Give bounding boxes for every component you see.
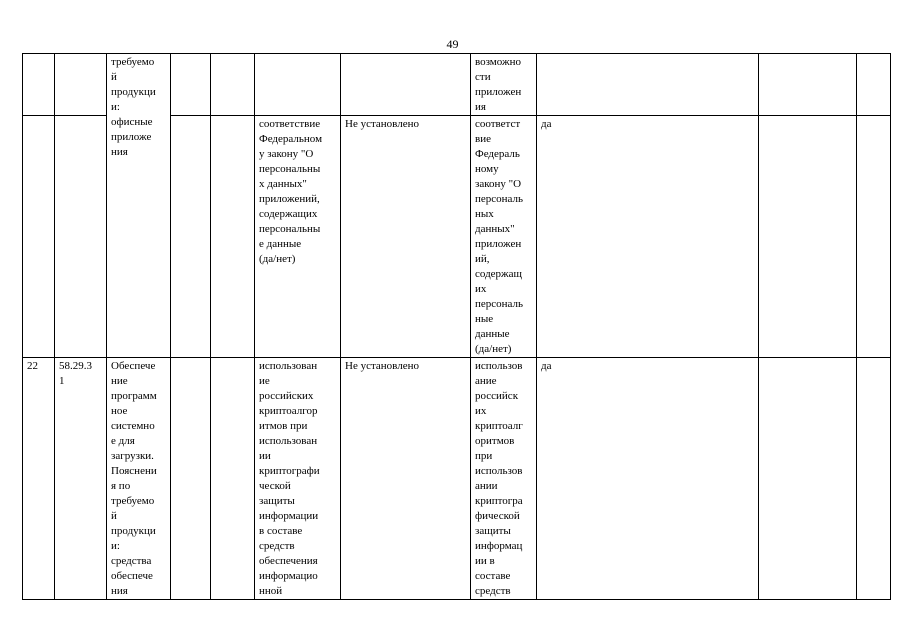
characteristic-cell: соответствие Федеральном у закону "О персональны х данных" приложений, содержащих персональны е данные (да/нет) (255, 116, 341, 358)
empty-cell (23, 116, 55, 358)
empty-cell (857, 116, 891, 358)
product-name-cell: Обеспече ние программ ное системно е для загрузки. Пояснени я по требуемо й продукци и: средства обеспече ния (107, 358, 171, 600)
page-number: 49 (446, 37, 459, 51)
empty-cell (171, 358, 211, 600)
empty-cell (759, 54, 857, 116)
empty-cell (171, 116, 211, 358)
table-row (23, 54, 891, 116)
reference-value-cell (537, 54, 759, 116)
empty-cell (211, 54, 255, 116)
empty-cell (171, 54, 211, 116)
condition-cell (341, 54, 471, 116)
condition-cell: Не установлено (341, 358, 471, 600)
empty-cell (759, 358, 857, 600)
characteristic-value-cell: соответст вие Федераль ному закону "О персональ ных данных" приложен ий, содержащ их персональ ные данные (да/нет) (471, 116, 537, 358)
empty-cell (211, 358, 255, 600)
condition-cell: Не установлено (341, 116, 471, 358)
characteristic-value-cell: возможно сти приложен ия (471, 54, 537, 116)
okpd-code-cell (55, 54, 107, 116)
reference-value-cell: да (537, 358, 759, 600)
okpd-code-cell: 58.29.3 1 (55, 358, 107, 600)
empty-cell (211, 116, 255, 358)
row-number-cell (23, 54, 55, 116)
empty-cell (857, 54, 891, 116)
characteristic-value-cell: использов ание российск их криптоалг оритмов при использов ании криптогра фической защиты информац ии в составе средств (471, 358, 537, 600)
characteristic-cell: использован ие российских криптоалгор итмов при использован ии криптографи ческой защиты информации в составе средств обеспечения информацио нной (255, 358, 341, 600)
reference-value-cell: да (537, 116, 759, 358)
table-row (23, 358, 891, 600)
requirements-table (22, 53, 891, 600)
product-name-cell: требуемо й продукци и: офисные приложе ния (107, 54, 171, 358)
empty-cell (857, 358, 891, 600)
empty-cell (759, 116, 857, 358)
characteristic-cell (255, 54, 341, 116)
empty-cell (55, 116, 107, 358)
row-number-cell: 22 (23, 358, 55, 600)
